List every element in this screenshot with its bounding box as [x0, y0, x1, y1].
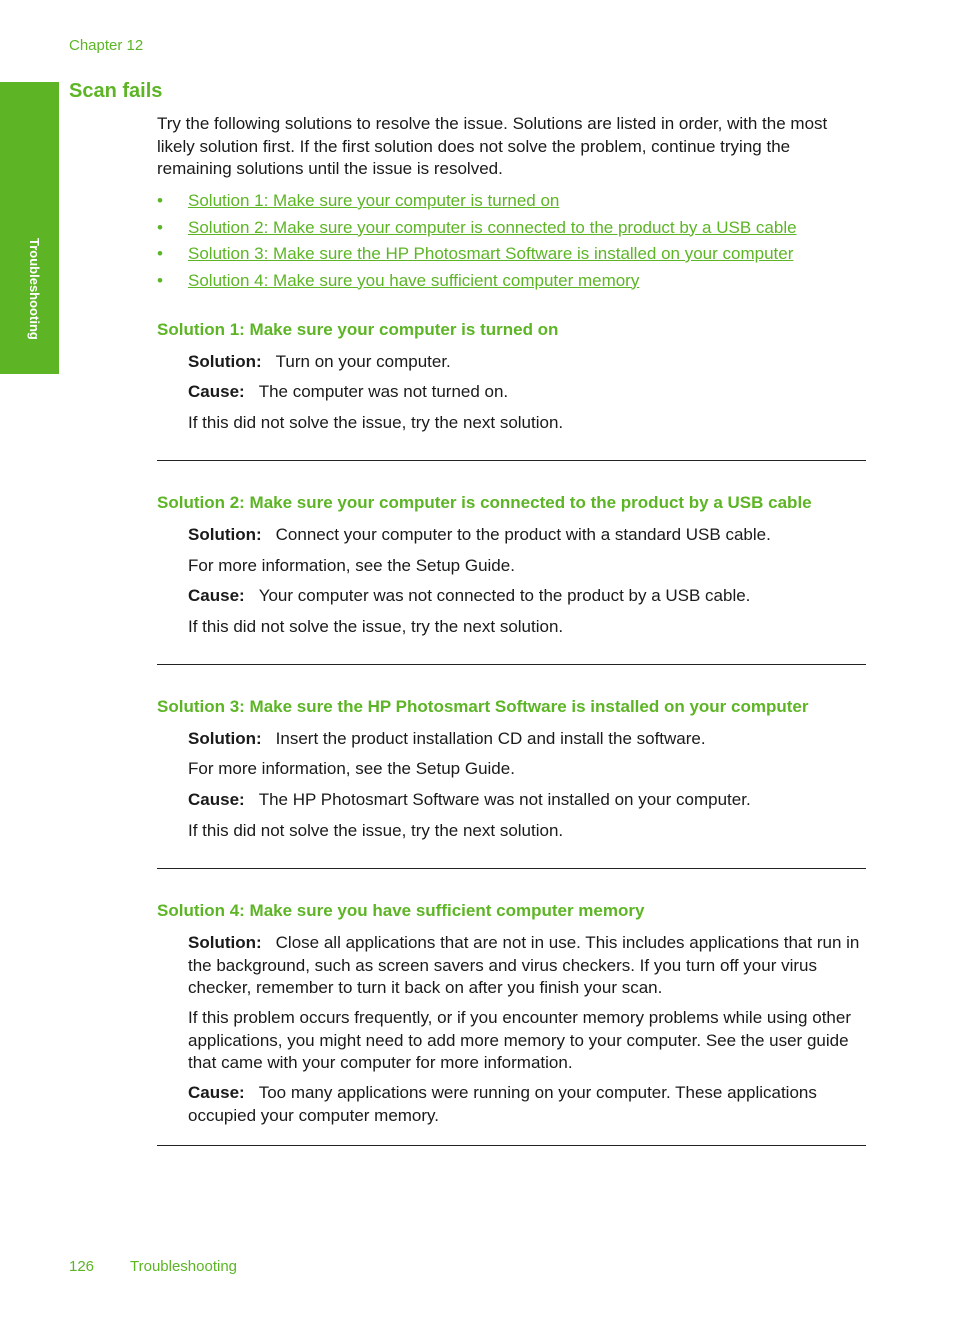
solution-3-solution [188, 728, 866, 751]
solution-3-next: If this did not solve the issue, try the next solution. [188, 821, 564, 840]
solution-2-heading: Solution 2: Make sure your computer is connected to the product by a USB cable [157, 493, 812, 512]
cause-label: Cause: [188, 790, 245, 809]
page-title: Scan fails [69, 80, 163, 102]
solution-label: Solution: [188, 352, 262, 371]
bullet-icon: • [157, 191, 163, 210]
bullet-icon: • [157, 244, 163, 263]
solution-1-heading: Solution 1: Make sure your computer is turned on [157, 320, 559, 339]
solution-link-list [157, 188, 866, 294]
solution-text: Close all applications that are not in use. This includes applications that run in the background, such as screen savers and virus checkers. If you turn off your virus checker, remember to turn it back on after you finish your scan. [188, 933, 860, 997]
intro-paragraph: Try the following solutions to resolve the issue. Solutions are listed in order, with the most likely solution first. If the first solution does not solve the problem, continue trying the remaining solutions until the issue is resolved. [157, 114, 828, 178]
cause-label: Cause: [188, 586, 245, 605]
solution-2-cause [188, 585, 866, 608]
solution-4-link[interactable]: Solution 4: Make sure you have sufficient computer memory [188, 270, 640, 290]
solution-1-next: If this did not solve the issue, try the next solution. [188, 413, 564, 432]
page-number: 126 [69, 1258, 95, 1275]
cause-text: Too many applications were running on your computer. These applications occupied your computer memory. [188, 1083, 817, 1125]
cause-text: The computer was not turned on. [258, 382, 509, 401]
solution-text: Insert the product installation CD and install the software. [275, 729, 706, 748]
list-item [157, 188, 866, 215]
solution-2-next: If this did not solve the issue, try the next solution. [188, 617, 564, 636]
solution-3-cause [188, 789, 866, 812]
cause-text: Your computer was not connected to the product by a USB cable. [258, 586, 751, 605]
section-divider [157, 868, 866, 869]
cause-text: The HP Photosmart Software was not installed on your computer. [258, 790, 751, 809]
section-divider [157, 460, 866, 461]
solution-1-link[interactable]: Solution 1: Make sure your computer is turned on [188, 191, 560, 210]
solution-3-more: For more information, see the Setup Guide. [188, 759, 515, 778]
bullet-icon: • [157, 270, 163, 290]
cause-label: Cause: [188, 382, 245, 401]
solution-3-heading: Solution 3: Make sure the HP Photosmart Software is installed on your computer [157, 697, 809, 716]
solution-label: Solution: [188, 729, 262, 748]
solution-1-cause [188, 381, 866, 404]
solution-label: Solution: [188, 525, 262, 544]
solution-label: Solution: [188, 933, 262, 952]
solution-text: Turn on your computer. [275, 352, 451, 371]
solution-2-more: For more information, see the Setup Guide. [188, 556, 515, 575]
solution-text: Connect your computer to the product with a standard USB cable. [275, 525, 771, 544]
list-item [157, 241, 866, 268]
footer-section: Troubleshooting [130, 1258, 238, 1275]
list-item [157, 215, 866, 242]
solution-4-solution [188, 932, 866, 1000]
solution-4-cause [188, 1082, 866, 1127]
solution-2-solution [188, 524, 866, 547]
solution-4-heading: Solution 4: Make sure you have sufficient computer memory [157, 901, 645, 920]
solution-3-link[interactable]: Solution 3: Make sure the HP Photosmart Software is installed on your computer [188, 244, 794, 263]
section-divider [157, 664, 866, 665]
side-tab-label: Troubleshooting [27, 238, 42, 340]
list-item [157, 268, 866, 295]
section-divider [157, 1145, 866, 1146]
chapter-label: Chapter 12 [69, 37, 144, 54]
solution-2-link[interactable]: Solution 2: Make sure your computer is connected to the product by a USB cable [188, 217, 797, 237]
cause-label: Cause: [188, 1083, 245, 1102]
solution-4-more: If this problem occurs frequently, or if you encounter memory problems while using other applications, you might need to add more memory to your computer. See the user guide that came with your computer for more information. [188, 1008, 851, 1072]
solution-1-solution [188, 351, 866, 374]
bullet-icon: • [157, 217, 163, 237]
